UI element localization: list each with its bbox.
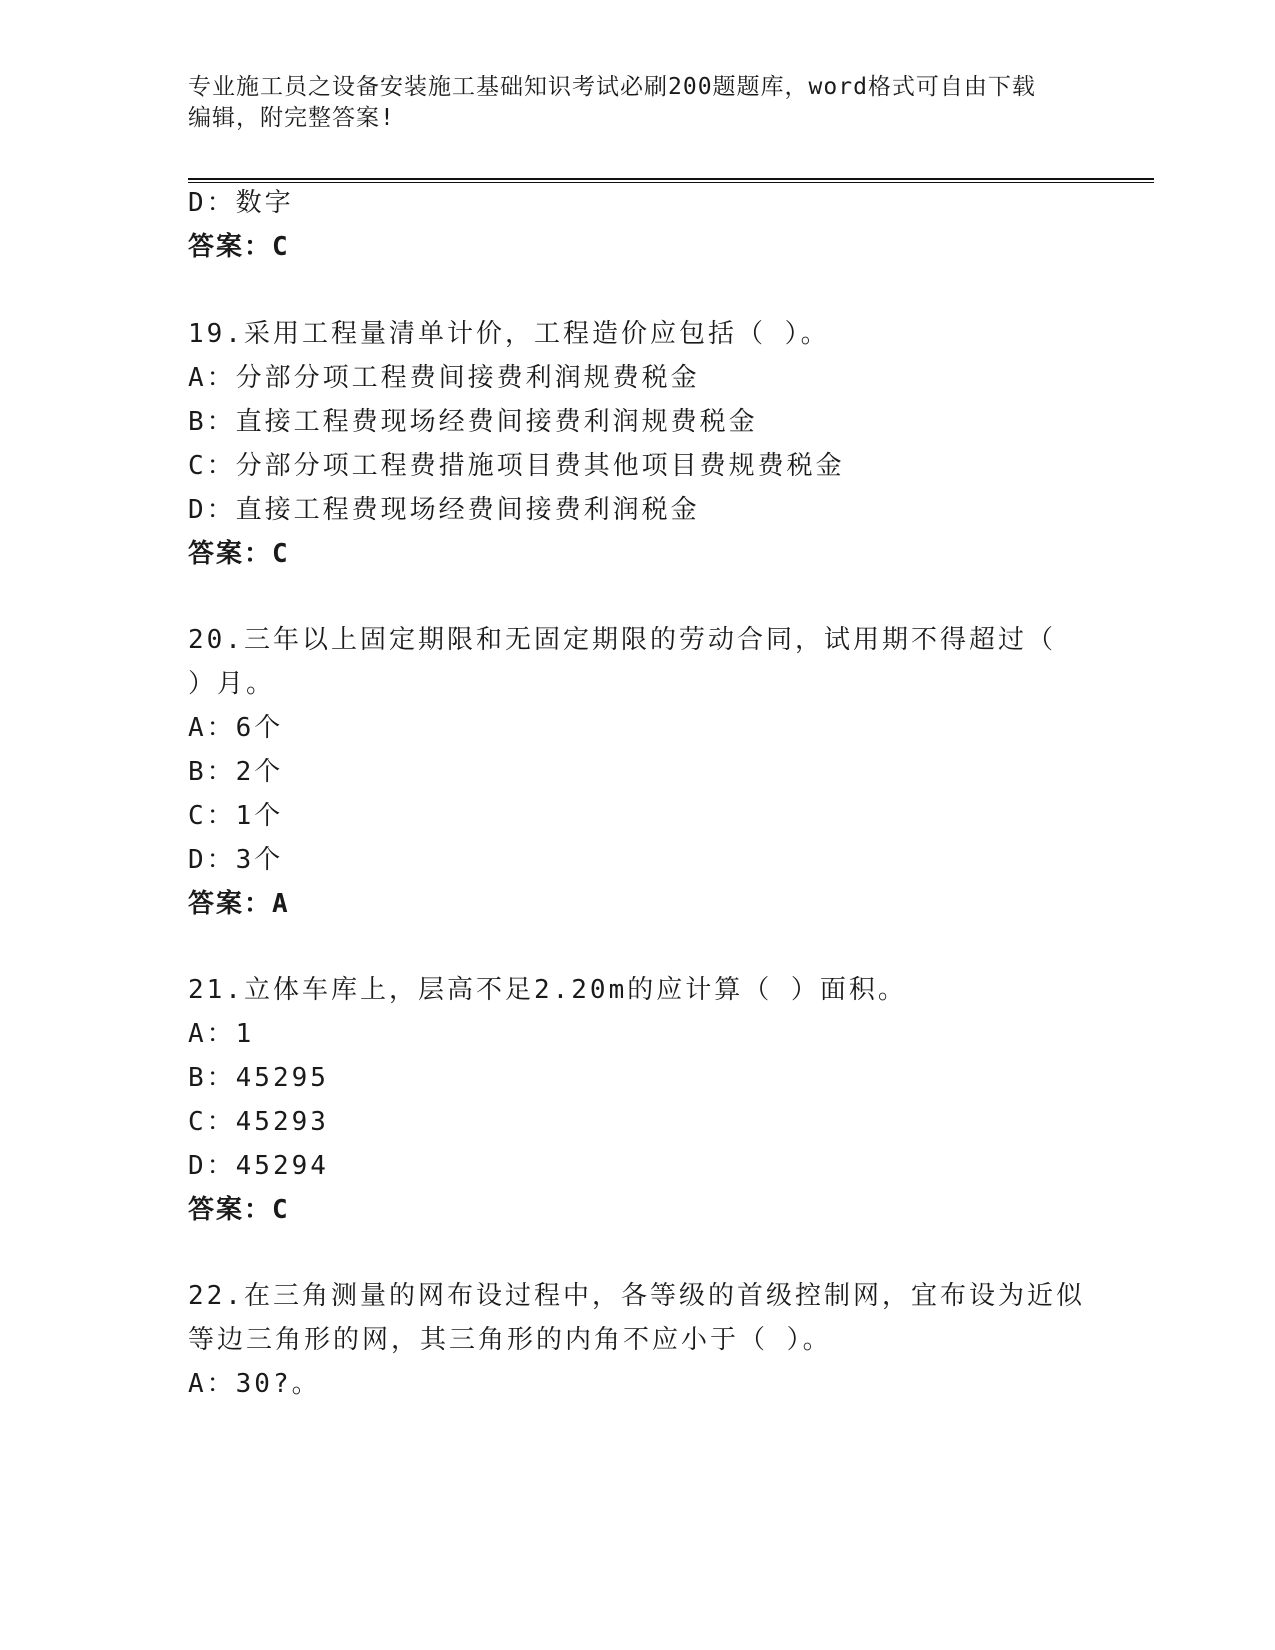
q19-option-c: C：分部分项工程费措施项目费其他项目费规费税金 bbox=[188, 451, 845, 481]
q20-option-c: C：1个 bbox=[188, 801, 284, 831]
q22-question-line-2: 等边三角形的网，其三角形的内角不应小于（ ）。 bbox=[188, 1325, 832, 1355]
q21-option-c: C：45293 bbox=[188, 1107, 329, 1137]
q22-option-a: A：30?。 bbox=[188, 1369, 321, 1399]
q20-question-line-1: 20.三年以上固定期限和无固定期限的劳动合同，试用期不得超过（ bbox=[188, 625, 1056, 655]
q20-option-a: A：6个 bbox=[188, 713, 284, 743]
q21-answer: 答案：C bbox=[188, 1195, 290, 1225]
q20-question-line-2: ）月。 bbox=[188, 669, 276, 699]
q19-question: 19.采用工程量清单计价，工程造价应包括（ ）。 bbox=[188, 319, 830, 349]
q19-answer: 答案：C bbox=[188, 539, 290, 569]
q21-option-b: B：45295 bbox=[188, 1063, 329, 1093]
q21-option-a: A：1 bbox=[188, 1019, 255, 1049]
q21-option-d: D：45294 bbox=[188, 1151, 329, 1181]
q22-question-line-1: 22.在三角测量的网布设过程中，各等级的首级控制网，宜布设为近似 bbox=[188, 1281, 1085, 1311]
q20-option-d: D：3个 bbox=[188, 845, 284, 875]
q20-answer: 答案：A bbox=[188, 889, 290, 919]
q19-option-b: B：直接工程费现场经费间接费利润规费税金 bbox=[188, 407, 758, 437]
q19-option-a: A：分部分项工程费间接费利润规费税金 bbox=[188, 363, 700, 393]
q20-option-b: B：2个 bbox=[188, 757, 284, 787]
header-line-1: 专业施工员之设备安装施工基础知识考试必刷200题题库，word格式可自由下载 bbox=[188, 74, 1036, 100]
q21-question: 21.立体车库上，层高不足2.20m的应计算（ ）面积。 bbox=[188, 975, 907, 1005]
document-header bbox=[188, 72, 1088, 134]
q18-option-d: D：数字 bbox=[188, 188, 294, 218]
q19-option-d: D：直接工程费现场经费间接费利润税金 bbox=[188, 495, 700, 525]
q18-answer: 答案：C bbox=[188, 232, 290, 262]
header-line-2: 编辑，附完整答案! bbox=[188, 105, 395, 131]
